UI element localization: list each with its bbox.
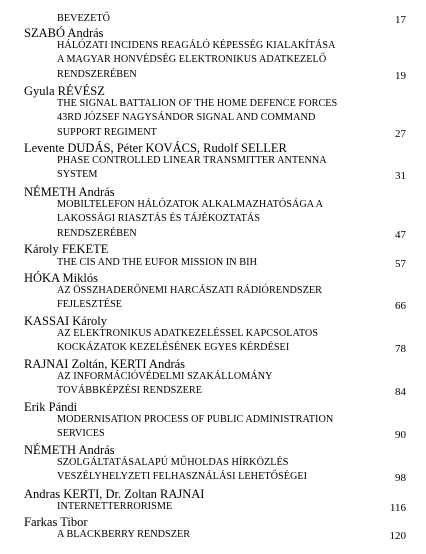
toc-author: HÓKA Miklós [24,271,98,285]
toc-author: KASSAI Károly [24,314,107,328]
toc-title-line: THE SIGNAL BATTALION OF THE HOME DEFENCE FORCES [57,98,338,109]
toc-title-line: TOVÁBBKÉPZÉSI RENDSZERE [57,385,203,397]
toc-title-line: RENDSZERÉBEN [57,68,137,80]
toc-title-line: PHASE CONTROLLED LINEAR TRANSMITTER ANTENNA [57,155,327,166]
toc-page-number: 66 [395,300,406,313]
toc-title-line: MODERNISATION PROCESS OF PUBLIC ADMINISTRATION [57,414,334,425]
toc-author: RAJNAI Zoltán, KERTI András [24,357,186,371]
toc-author: Gyula RÉVÉSZ [24,84,105,98]
toc-page-number: 47 [395,228,406,241]
toc-title-line: FEJLESZTÉSE [57,299,123,311]
toc-author: NÉMETH András [24,443,115,457]
toc-title-line: LAKOSSÁGI RIASZTÁS ÉS TÁJÉKOZTATÁS [57,213,261,225]
toc-title-line: RENDSZERÉBEN [57,227,137,239]
toc-author: Farkas Tibor [24,515,88,529]
toc-page-number: 90 [395,429,406,442]
toc-title-line: BEVEZETŐ [57,13,111,24]
toc-title-line: SUPPORT REGIMENT [57,126,157,138]
toc-author: Erik Pándi [24,400,78,414]
toc-title-line: MOBILTELEFON HÁLÓZATOK ALKALMAZHATÓSÁGA A [57,199,324,210]
toc-author: Andras KERTI, Dr. Zoltan RAJNAI [24,487,205,501]
toc-title-line: AZ ELEKTRONIKUS ADATKEZELÉSSEL KAPCSOLATOS [57,328,319,339]
toc-title-line: VESZÉLYHELYZETI FELHASZNÁLÁSI LEHETŐSÉGEI [57,471,308,483]
toc-page-number: 116 [389,502,406,514]
toc-page-number: 17 [395,14,406,26]
toc-page-number: 19 [395,69,406,82]
toc-title-line: INTERNETTERRORISME [57,501,173,512]
toc-title-line: KOCKÁZATOK KEZELÉSÉNEK EGYES KÉRDÉSEI [57,342,290,354]
toc-author: Levente DUDÁS, Péter KOVÁCS, Rudolf SELLER [24,141,287,155]
toc-title-line: HÁLÓZATI INCIDENS REAGÁLÓ KÉPESSÉG KIALAKÍTÁSA [57,40,336,51]
toc-author: NÉMETH András [24,185,115,199]
toc-title-line: THE CIS AND THE EUFOR MISSION IN BIH [57,257,257,268]
toc-title-line: SZOLGÁLTATÁSALAPÚ MŰHOLDAS HÍRKÖZLÉS [57,457,289,468]
toc-title-line: AZ ÖSSZHADERŐNEMI HARCÁSZATI RÁDIÓRENDSZER [57,285,322,296]
toc-author: Károly FEKETE [24,242,109,256]
toc-title-line: SERVICES [57,428,105,440]
toc-page-number: 27 [395,127,406,140]
toc-title-line: AZ INFORMÁCIÓVÉDELMI SZAKÁLLOMÁNY [57,371,273,382]
toc-page-number: 57 [395,258,406,270]
toc-page-number: 84 [395,386,406,399]
toc-page-number: 98 [395,472,406,485]
toc-author: SZABÓ András [24,26,104,40]
toc-title-line: SYSTEM [57,169,98,181]
toc-title-line: A MAGYAR HONVÉDSÉG ELEKTRONIKUS ADATKEZELŐ [57,54,327,66]
toc-page-number: 31 [395,170,406,183]
toc-title-line: A BLACKBERRY RENDSZER [57,529,191,540]
toc-page-number: 120 [389,530,406,542]
toc-title-line: 43RD JÓZSEF NAGYSÁNDOR SIGNAL AND COMMAND [57,112,316,124]
toc-page-number: 78 [395,343,406,356]
